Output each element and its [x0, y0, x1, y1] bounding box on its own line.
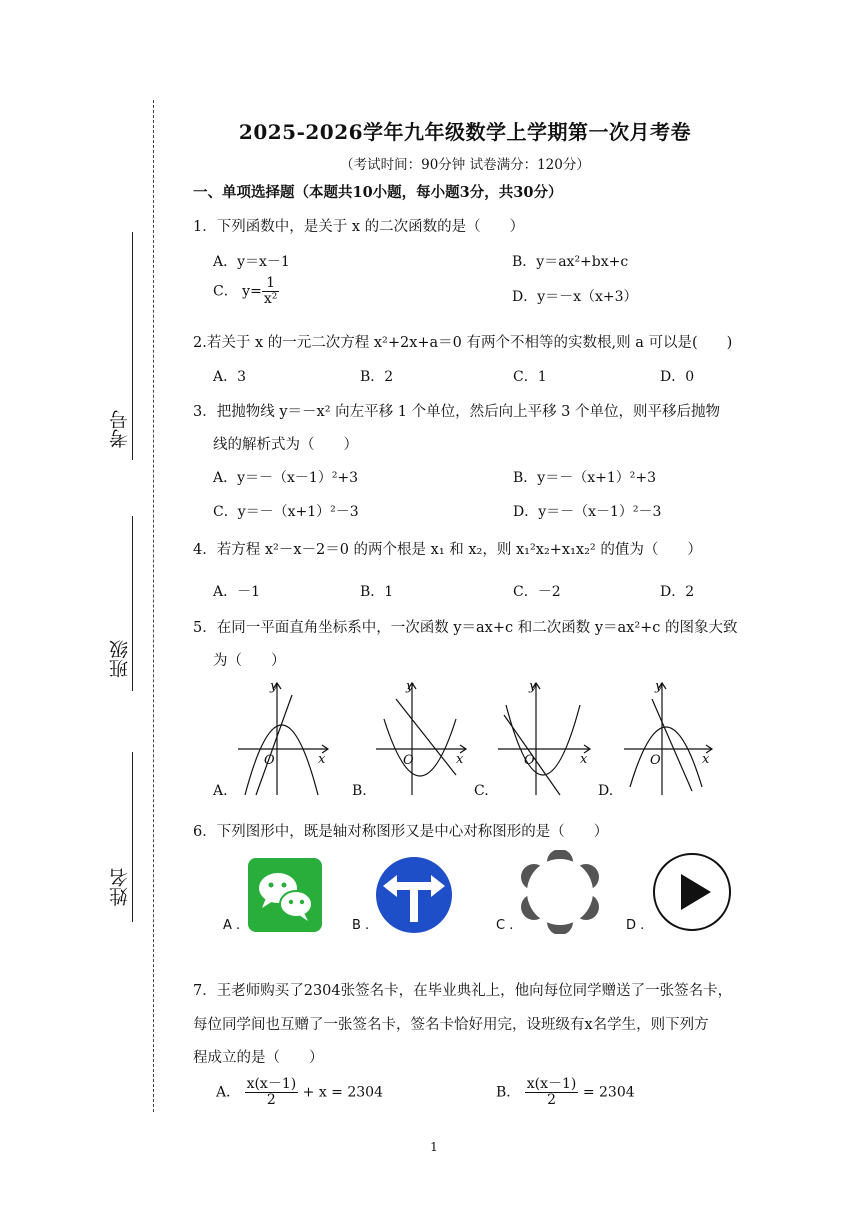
q7-b-denominator: 2: [547, 1092, 557, 1108]
q5-graphs: [200, 675, 740, 810]
q4-option-a: A．－1: [213, 584, 261, 600]
exam-title: 2025-2026学年九年级数学上学期第一次月考卷: [238, 120, 692, 144]
q2-option-b: B．2: [360, 369, 394, 385]
q7-option-a-fraction: [245, 1077, 299, 1108]
name-label: 姓名: [109, 868, 131, 906]
q6-option-d: D .: [626, 918, 645, 933]
q3-option-a: A．y＝－（x－1）²+3: [213, 470, 359, 486]
q5-a-origin-label: O: [264, 753, 275, 768]
q1-option-c: [213, 276, 279, 307]
q7-option-b-label: B．: [496, 1084, 521, 1101]
traffic-turn-sign-icon: [375, 856, 453, 934]
question-5-stem-line1: 5．在同一平面直角坐标系中，一次函数 y＝ax+c 和二次函数 y＝ax²+c 的图象大致: [193, 620, 738, 636]
q5-graph-a: [238, 683, 328, 795]
q7-option-b-fraction: [525, 1077, 579, 1108]
q7-option-a-label: A．: [216, 1084, 241, 1101]
q3-option-b: B．y＝－（x+1）²+3: [513, 470, 656, 486]
question-7-stem-line2: 每位同学间也互赠了一张签名卡，签名卡恰好用完，设班级有x名学生，则下列方: [193, 1017, 709, 1033]
q5-d-y-label: y: [655, 679, 663, 694]
question-3-stem-line1: 3．把抛物线 y＝－x² 向左平移 1 个单位，然后向上平移 3 个单位，则平移后抛物: [193, 404, 721, 420]
q7-option-b: [496, 1077, 635, 1108]
q7-a-numerator: x(x－1): [246, 1076, 297, 1092]
q1-c-denominator: x²: [263, 291, 278, 307]
q5-graph-d: [624, 683, 712, 795]
q2-option-c: C．1: [513, 369, 547, 385]
play-button-icon: [652, 852, 732, 932]
q7-b-rest: = 2304: [582, 1084, 635, 1101]
q3-option-c: C．y＝－（x+1）²－3: [213, 504, 359, 520]
question-7-stem-line3: 程成立的是（ ）: [193, 1050, 324, 1066]
q5-b-y-label: y: [406, 679, 414, 694]
q2-option-a: A．3: [213, 369, 247, 385]
q5-b-x-label: x: [456, 752, 464, 767]
exam-number-label: 考号: [109, 410, 131, 448]
q6-option-c: C .: [496, 918, 514, 933]
question-7-stem-line1: 7．王老师购买了2304张签名卡，在毕业典礼上，他向每位同学赠送了一张签名卡，: [193, 983, 733, 999]
q7-a-denominator: 2: [266, 1092, 276, 1108]
q7-option-a: [216, 1077, 383, 1108]
exam-number-blank: [132, 232, 133, 460]
section-heading: 一、单项选择题（本题共10小题，每小题3分，共30分）: [193, 184, 563, 201]
name-blank: [132, 752, 133, 922]
binding-dashed-line: [153, 100, 154, 1112]
q1-option-a: A．y＝x－1: [213, 254, 290, 270]
exam-subtitle: （考试时间：90分钟 试卷满分：120分）: [340, 157, 590, 173]
q5-d-x-label: x: [702, 752, 710, 767]
q6-option-b: B .: [352, 918, 370, 933]
q1-option-d: D．y＝－x（x+3）: [512, 289, 638, 305]
page-number: 1: [430, 1140, 438, 1154]
q6-option-a: A .: [223, 918, 241, 933]
q4-option-d: D．2: [660, 584, 695, 600]
q4-option-c: C．－2: [513, 584, 561, 600]
q5-graph-c: [498, 683, 590, 795]
question-1-stem: 1．下列函数中，是关于 x 的二次函数的是（ ）: [193, 219, 525, 235]
q1-option-b: B．y＝ax²+bx+c: [512, 254, 629, 270]
q3-option-d: D．y＝－（x－1）²－3: [513, 504, 662, 520]
q4-option-b: B．1: [360, 584, 394, 600]
question-3-stem-line2: 线的解析式为（ ）: [213, 437, 358, 453]
q5-option-d: D.: [598, 783, 614, 799]
class-blank: [132, 516, 133, 691]
q5-a-x-label: x: [318, 752, 326, 767]
q1-option-c-fraction: [262, 276, 280, 307]
q5-c-x-label: x: [580, 752, 588, 767]
q5-c-origin-label: O: [524, 753, 535, 768]
q5-option-c: C.: [474, 783, 489, 799]
q5-graph-b: [376, 683, 466, 795]
q1-option-c-label: C． y=: [213, 283, 262, 300]
class-label: 班级: [109, 640, 131, 678]
question-2-stem: 2.若关于 x 的一元二次方程 x²+2x+a＝0 有两个不相等的实数根,则 a 可以是( ): [193, 335, 733, 351]
question-4-stem: 4．若方程 x²－x－2＝0 的两个根是 x₁ 和 x₂，则 x₁²x₂+x₁x₂² 的值为（ ）: [193, 542, 702, 558]
q1-c-numerator: 1: [262, 276, 280, 292]
q5-c-y-label: y: [529, 679, 537, 694]
q5-d-origin-label: O: [650, 753, 661, 768]
question-6-stem: 6．下列图形中，既是轴对称图形又是中心对称图形的是（ ）: [193, 824, 609, 840]
q7-a-rest: + x = 2304: [302, 1084, 383, 1101]
q5-option-a: A.: [213, 783, 228, 799]
q5-a-y-label: y: [270, 679, 278, 694]
q7-b-numerator: x(x－1): [526, 1076, 577, 1092]
q5-b-origin-label: O: [403, 753, 414, 768]
q5-option-b: B.: [352, 783, 367, 799]
wechat-icon: [248, 858, 322, 932]
flower-ring-icon: [518, 850, 602, 934]
question-5-stem-line2: 为（ ）: [213, 653, 286, 669]
q2-option-d: D．0: [660, 369, 695, 385]
